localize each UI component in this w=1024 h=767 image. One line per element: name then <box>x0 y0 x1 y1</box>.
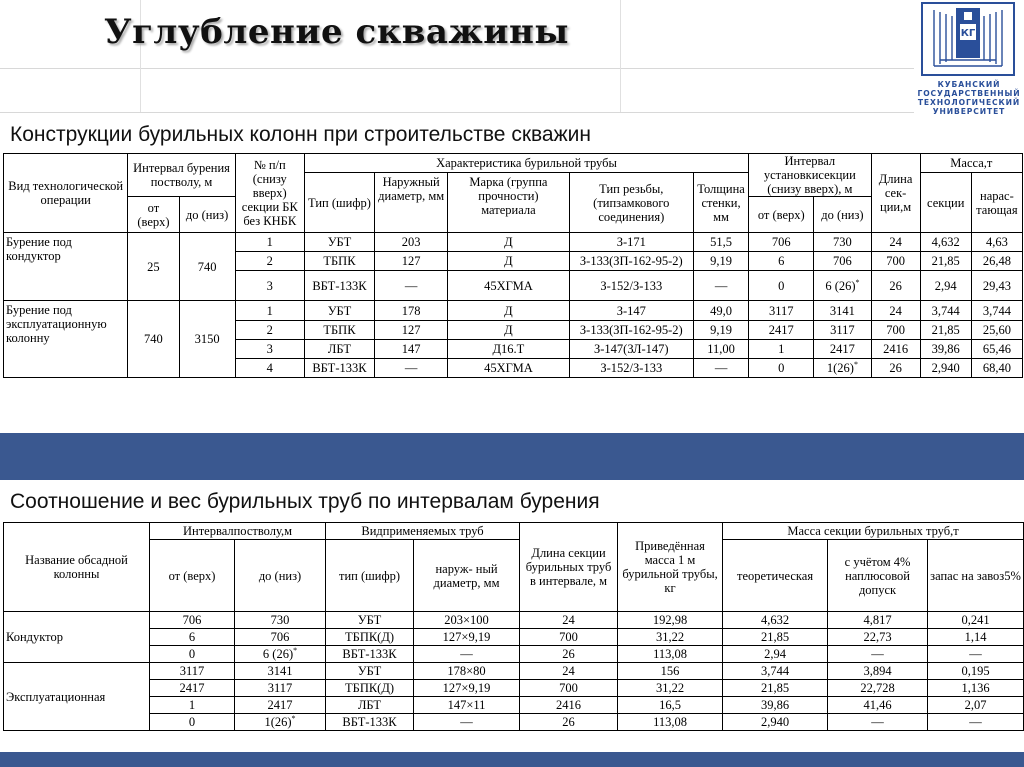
table-cell: 21,85 <box>723 680 828 697</box>
header-mass-section: секции <box>920 173 971 233</box>
table-cell: 39,86 <box>723 697 828 714</box>
table-cell: 21,85 <box>920 252 971 271</box>
table-cell: 4 <box>235 359 304 378</box>
table-cell: З-133(ЗП-162-95-2) <box>569 321 693 340</box>
table-cell: 203 <box>375 233 448 252</box>
table-cell: 0 <box>749 359 814 378</box>
table-cell: — <box>928 714 1024 731</box>
table-cell: 24 <box>871 301 920 321</box>
table-cell: ВБТ-133К <box>304 271 374 301</box>
table-cell: 706 <box>150 612 235 629</box>
table-cell: 26 <box>520 714 618 731</box>
table-cell: 31,22 <box>618 680 723 697</box>
table-cell: 147×11 <box>414 697 520 714</box>
table-row <box>4 697 1024 714</box>
header-mass-group: Масса секции бурильных труб,т <box>723 523 1024 540</box>
table-cell: 45ХГМА <box>448 359 569 378</box>
header-type: Тип (шифр) <box>304 173 374 233</box>
header-unit-mass: Приведённая масса 1 м бурильной трубы, кг <box>618 523 723 612</box>
table-cell: З-171 <box>569 233 693 252</box>
table-cell: 11,00 <box>693 340 748 359</box>
table-cell: Д <box>448 252 569 271</box>
table-row <box>4 301 1023 321</box>
table-cell: — <box>414 646 520 663</box>
casing-cell: Кондуктор <box>4 612 150 663</box>
header-pipe-kind: Видприменяемых труб <box>326 523 520 540</box>
table-cell: З-152/З-133 <box>569 271 693 301</box>
header-operation: Вид технологической операции <box>4 154 128 233</box>
table-cell: 26 <box>871 271 920 301</box>
table-cell: 4,632 <box>723 612 828 629</box>
table-cell: ВБТ-133К <box>326 646 414 663</box>
table-cell: ТБПК(Д) <box>326 680 414 697</box>
logo-text-line: УНИВЕРСИТЕТ <box>932 107 1006 116</box>
table-cell: 0,195 <box>928 663 1024 680</box>
table-cell: ВБТ-133К <box>326 714 414 731</box>
table-cell: УБТ <box>326 663 414 680</box>
table-cell: 740 <box>179 233 235 301</box>
table-cell: ТБПК <box>304 321 374 340</box>
table-cell: 178×80 <box>414 663 520 680</box>
table-cell: ЛБТ <box>326 697 414 714</box>
table-cell: 65,46 <box>971 340 1022 359</box>
drill-string-table <box>3 153 1023 378</box>
section1-title: Конструкции бурильных колонн при строительстве скважин <box>10 123 591 146</box>
table-cell: 24 <box>520 663 618 680</box>
table-cell: 3117 <box>749 301 814 321</box>
table-cell: ВБТ-133К <box>304 359 374 378</box>
table-cell: 1 <box>235 301 304 321</box>
table-row <box>4 663 1024 680</box>
table-cell: 16,5 <box>618 697 723 714</box>
table-cell: 4,632 <box>920 233 971 252</box>
casing-cell: Эксплуатационная <box>4 663 150 731</box>
table-cell: 0 <box>150 646 235 663</box>
decor-line <box>0 68 918 69</box>
table-cell: 9,19 <box>693 252 748 271</box>
table-row <box>4 629 1024 646</box>
table-cell: 29,43 <box>971 271 1022 301</box>
table-cell: 26 <box>871 359 920 378</box>
table-cell: 700 <box>871 321 920 340</box>
table-cell: 2,07 <box>928 697 1024 714</box>
table-cell: 1 <box>235 233 304 252</box>
table-cell: 21,85 <box>723 629 828 646</box>
table-cell: — <box>828 646 928 663</box>
table-cell: 706 <box>235 629 326 646</box>
table-cell: 25,60 <box>971 321 1022 340</box>
table-cell: З-147 <box>569 301 693 321</box>
table-cell: Д16.Т <box>448 340 569 359</box>
table-cell: 22,728 <box>828 680 928 697</box>
pipe-weight-table <box>3 522 1024 731</box>
table-cell: 706 <box>749 233 814 252</box>
table-cell: 1 <box>150 697 235 714</box>
table-cell: — <box>928 646 1024 663</box>
table-cell: 2 <box>235 252 304 271</box>
table-cell: 6 (26)* <box>235 646 326 663</box>
table-cell: 127×9,19 <box>414 629 520 646</box>
table-cell: 127 <box>375 252 448 271</box>
university-logo <box>914 0 1024 120</box>
operation-cell: Бурение под кондуктор <box>4 233 128 301</box>
table-cell: 3150 <box>179 301 235 378</box>
table-cell: З-147(ЗЛ-147) <box>569 340 693 359</box>
table-cell: З-152/З-133 <box>569 359 693 378</box>
header-type: тип (шифр) <box>326 540 414 612</box>
table-cell: 0,241 <box>928 612 1024 629</box>
header-section-length: Длина секции бурильных труб в интервале, м <box>520 523 618 612</box>
table-cell: 113,08 <box>618 646 723 663</box>
header-install-from: от (верх) <box>749 197 814 233</box>
table-cell: 127×9,19 <box>414 680 520 697</box>
table-cell: Д <box>448 233 569 252</box>
table-cell: 26,48 <box>971 252 1022 271</box>
table-cell: 2416 <box>520 697 618 714</box>
table-row <box>4 680 1024 697</box>
header-section-no: № п/п (снизу вверх) секции БК без КНБК <box>235 154 304 233</box>
table-cell: 730 <box>814 233 871 252</box>
table-cell: 3 <box>235 271 304 301</box>
table-cell: 49,0 <box>693 301 748 321</box>
table-cell: 730 <box>235 612 326 629</box>
table-cell: 6 <box>150 629 235 646</box>
table-cell: 21,85 <box>920 321 971 340</box>
header-interval: Интервал бурения постволу, м <box>128 154 235 197</box>
table-cell: 203×100 <box>414 612 520 629</box>
header-thread: Тип резьбы, (типзамкового соединения) <box>569 173 693 233</box>
header-mass-cumulative: нарас-тающая <box>971 173 1022 233</box>
table-cell: 4,817 <box>828 612 928 629</box>
header-wall: Толщина стенки, мм <box>693 173 748 233</box>
header-reserve: запас на завоз5% <box>928 540 1024 612</box>
table-cell: 3117 <box>814 321 871 340</box>
slide-title: Углубление скважины <box>104 12 569 52</box>
table-cell: 700 <box>520 680 618 697</box>
decor-line <box>0 112 918 113</box>
header-section-length: Длина сек-ции,м <box>871 154 920 233</box>
header-to: до (низ) <box>235 540 326 612</box>
table-cell: 41,46 <box>828 697 928 714</box>
header-grade: Марка (группа прочности) материала <box>448 173 569 233</box>
table-cell: 39,86 <box>920 340 971 359</box>
table-cell: — <box>414 714 520 731</box>
table-cell: 24 <box>871 233 920 252</box>
table-cell: 2,940 <box>920 359 971 378</box>
table-cell: 2,94 <box>920 271 971 301</box>
table-cell: 68,40 <box>971 359 1022 378</box>
operation-cell: Бурение под эксплуатационную колонну <box>4 301 128 378</box>
table-cell: Д <box>448 301 569 321</box>
header-casing: Название обсадной колонны <box>4 523 150 612</box>
header-from: от (верх) <box>150 540 235 612</box>
table-cell: — <box>693 271 748 301</box>
table-cell: 3117 <box>235 680 326 697</box>
table-cell: 127 <box>375 321 448 340</box>
table-cell: — <box>693 359 748 378</box>
table-cell: УБТ <box>304 301 374 321</box>
table-cell: Д <box>448 321 569 340</box>
table-row <box>4 714 1024 731</box>
header-with-tolerance: с учётом 4% наплюсовой допуск <box>828 540 928 612</box>
table-cell: ТБПК <box>304 252 374 271</box>
table-cell: 156 <box>618 663 723 680</box>
logo-text-line: ТЕХНОЛОГИЧЕСКИЙ <box>917 98 1021 107</box>
logo-text-line: ГОСУДАРСТВЕННЫЙ <box>917 89 1021 98</box>
header-install-interval: Интервал установкисекции (снизу вверх), м <box>749 154 871 197</box>
table-cell: 1 <box>749 340 814 359</box>
header-from: от (верх) <box>128 197 179 233</box>
header-install-to: до (низ) <box>814 197 871 233</box>
table-cell: 1(26)* <box>814 359 871 378</box>
table-cell: 3141 <box>814 301 871 321</box>
table-cell: 2,940 <box>723 714 828 731</box>
table-cell: 3,744 <box>723 663 828 680</box>
decor-line <box>620 0 621 112</box>
table-cell: 700 <box>520 629 618 646</box>
logo-text-line: КУБАНСКИЙ <box>937 80 1001 89</box>
header-to: до (низ) <box>179 197 235 233</box>
table-cell: 1(26)* <box>235 714 326 731</box>
table-cell: — <box>375 271 448 301</box>
table-cell: 740 <box>128 301 179 378</box>
table-cell: 0 <box>749 271 814 301</box>
table-cell: 0 <box>150 714 235 731</box>
table-cell: 31,22 <box>618 629 723 646</box>
table-row <box>4 646 1024 663</box>
table-cell: 25 <box>128 233 179 301</box>
table-cell: 3,744 <box>971 301 1022 321</box>
header-pipe-characteristics: Характеристика бурильной трубы <box>304 154 748 173</box>
table-cell: 26 <box>520 646 618 663</box>
table-cell: 2417 <box>814 340 871 359</box>
header-interval: Интервалпостволу,м <box>150 523 326 540</box>
table-row <box>4 612 1024 629</box>
table-cell: 178 <box>375 301 448 321</box>
table-cell: УБТ <box>304 233 374 252</box>
table-cell: 3,744 <box>920 301 971 321</box>
table-cell: 2 <box>235 321 304 340</box>
table-cell: 9,19 <box>693 321 748 340</box>
table-cell: 2416 <box>871 340 920 359</box>
table-cell: ТБПК(Д) <box>326 629 414 646</box>
table-cell: 3 <box>235 340 304 359</box>
table-cell: 2417 <box>235 697 326 714</box>
table-cell: 45ХГМА <box>448 271 569 301</box>
table-cell: 2417 <box>150 680 235 697</box>
table-cell: 706 <box>814 252 871 271</box>
table-cell: 1,136 <box>928 680 1024 697</box>
table-cell: 192,98 <box>618 612 723 629</box>
table-cell: 147 <box>375 340 448 359</box>
header-outer-diameter: Наружный диаметр, мм <box>375 173 448 233</box>
header-outer-diameter: наруж- ный диаметр, мм <box>414 540 520 612</box>
divider-band <box>0 433 1024 480</box>
table-cell: УБТ <box>326 612 414 629</box>
table-cell: 2417 <box>749 321 814 340</box>
table-cell: 24 <box>520 612 618 629</box>
svg-text:КГ: КГ <box>960 28 976 39</box>
table-cell: 6 (26)* <box>814 271 871 301</box>
table-cell: 2,94 <box>723 646 828 663</box>
table-cell: 6 <box>749 252 814 271</box>
table-cell: 3117 <box>150 663 235 680</box>
header-mass: Масса,т <box>920 154 1022 173</box>
header-theoretical: теоретическая <box>723 540 828 612</box>
table-cell: З-133(ЗП-162-95-2) <box>569 252 693 271</box>
table-cell: 3,894 <box>828 663 928 680</box>
table-cell: — <box>375 359 448 378</box>
table-cell: 3141 <box>235 663 326 680</box>
table-cell: — <box>828 714 928 731</box>
table-cell: ЛБТ <box>304 340 374 359</box>
section2-title: Соотношение и вес бурильных труб по интервалам бурения <box>10 490 600 513</box>
table-cell: 22,73 <box>828 629 928 646</box>
table-cell: 51,5 <box>693 233 748 252</box>
table-cell: 113,08 <box>618 714 723 731</box>
university-emblem-icon <box>914 0 1024 78</box>
footer-band <box>0 752 1024 767</box>
table-cell: 1,14 <box>928 629 1024 646</box>
table-cell: 700 <box>871 252 920 271</box>
table-row <box>4 233 1023 252</box>
table-cell: 4,63 <box>971 233 1022 252</box>
